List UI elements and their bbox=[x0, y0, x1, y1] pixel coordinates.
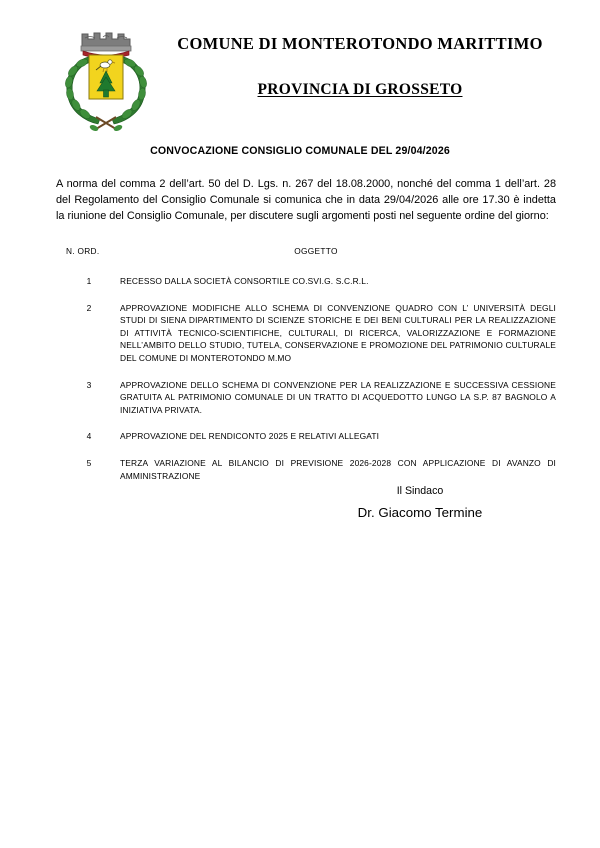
agenda-item-object: RECESSO DALLA SOCIETÀ CONSORTILE CO.SVI.G. S.C.R.L. bbox=[120, 276, 369, 286]
agenda-item-object: APPROVAZIONE DEL RENDICONTO 2025 E RELATIVI ALLEGATI bbox=[120, 431, 380, 442]
agenda-item-object: TERZA VARIAZIONE AL BILANCIO DI PREVISIONE 2026-2028 CON APPLICAZIONE DI AVANZO DI AMMINISTRAZIONE bbox=[120, 457, 556, 481]
agenda-item-number: 4 bbox=[86, 431, 92, 442]
agenda-item-object: APPROVAZIONE DELLO SCHEMA DI CONVENZIONE PER LA REALIZZAZIONE E SUCCESSIVA CESSIONE GRATUITA AL PATRIMONIO COMUNALE DI UN TRATTO DI ACQUEDOTTO LUNGO LA S.P. 87 BAGNOLO A INIZIATIVA PRIVATA. bbox=[120, 379, 556, 415]
agenda-item-number: 5 bbox=[86, 457, 92, 468]
table-row bbox=[56, 457, 556, 482]
agenda-header-row bbox=[56, 246, 556, 260]
agenda-item-number: 2 bbox=[86, 302, 92, 313]
signature-name: Dr. Giacomo Termine bbox=[357, 505, 483, 520]
signature-role: Il Sindaco bbox=[396, 485, 444, 497]
page-title: COMUNE DI MONTEROTONDO MARITTIMO bbox=[177, 34, 543, 53]
header-title-block bbox=[150, 22, 570, 99]
table-row bbox=[56, 430, 556, 443]
agenda-item-number: 1 bbox=[86, 276, 92, 286]
coat-of-arms-icon bbox=[58, 25, 154, 131]
agenda-column-header-number: N. ORD. bbox=[66, 246, 100, 256]
agenda-column-header-object: OGGETTO bbox=[294, 246, 338, 256]
page-subtitle: PROVINCIA DI GROSSETO bbox=[257, 81, 463, 98]
agenda-table bbox=[56, 246, 556, 496]
agenda-item-number: 3 bbox=[86, 379, 92, 390]
signature-block bbox=[300, 484, 540, 523]
convocation-title: CONVOCAZIONE CONSIGLIO COMUNALE DEL 29/04/2026 bbox=[150, 145, 450, 157]
table-row bbox=[56, 275, 556, 288]
document-header bbox=[0, 22, 600, 134]
agenda-item-object: APPROVAZIONE MODIFICHE ALLO SCHEMA DI CONVENZIONE QUADRO CON L’ UNIVERSITÀ DEGLI STUDI DI SIENA DIPARTIMENTO DI SCIENZE STORICHE E DEI BENI CULTURALI PER LA REALIZZAZIONE DI ATTIVITÀ TECNICO-SCIENTIFICHE, CULTURALI, DI RICERCA, VALORIZZAZIONE E FORMAZIONE NELL’AMBITO DELLO STUDIO, TUTELA, CONSERVAZIONE E PROMOZIONE DEL PATRIMONIO CULTURALE DEL COMUNE DI MONTEROTONDO M.MO bbox=[120, 302, 556, 363]
table-row bbox=[56, 379, 556, 417]
intro-paragraph: A norma del comma 2 dell’art. 50 del D. Lgs. n. 267 del 18.08.2000, nonché del comma 1 dell’art. 28 del Regolamento del Consiglio Comunale si comunica che in data 29/04/2026 alle ore 17.30 è indetta la riunione del Consiglio Comunale, per discutere sugli argomenti posti nel seguente ordine del giorno: bbox=[56, 178, 556, 223]
agenda-rows bbox=[56, 275, 556, 482]
table-row bbox=[56, 302, 556, 365]
